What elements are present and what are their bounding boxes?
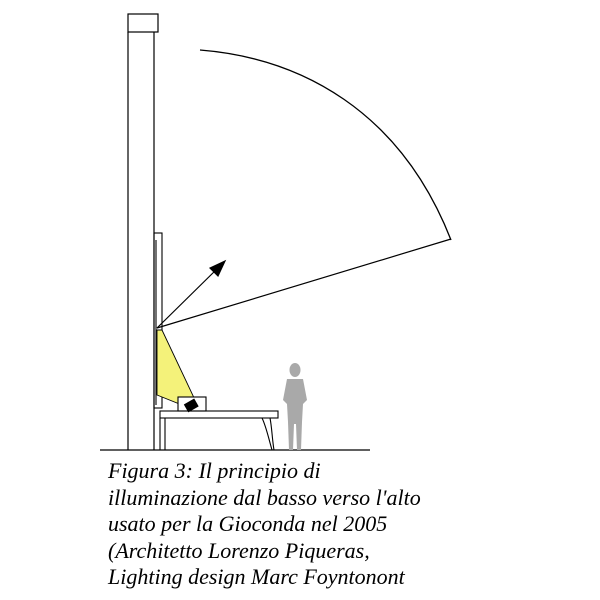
- wall-cap: [128, 14, 158, 32]
- reflected-rays: [157, 239, 451, 328]
- figure-caption: [108, 458, 588, 591]
- caption-line-4: (Architetto Lorenzo Piqueras,: [108, 537, 370, 563]
- person-body: [283, 379, 307, 450]
- base-bench: [160, 411, 278, 450]
- light-fixture: [178, 397, 206, 412]
- caption-line-5: Lighting design Marc Foyntonont: [108, 564, 405, 589]
- bench-top: [160, 411, 278, 418]
- caption-line-3: usato per la Gioconda nel 2005: [108, 511, 388, 536]
- reflection-long-ray: [157, 239, 451, 328]
- person-silhouette: [283, 363, 307, 450]
- viewing-arc: [200, 50, 451, 240]
- caption-line-1: Figura 3: Il principio di: [108, 458, 321, 483]
- light-beam: [157, 330, 196, 407]
- caption-line-2: illuminazione dal basso verso l'alto: [108, 484, 421, 510]
- person-head: [290, 363, 301, 377]
